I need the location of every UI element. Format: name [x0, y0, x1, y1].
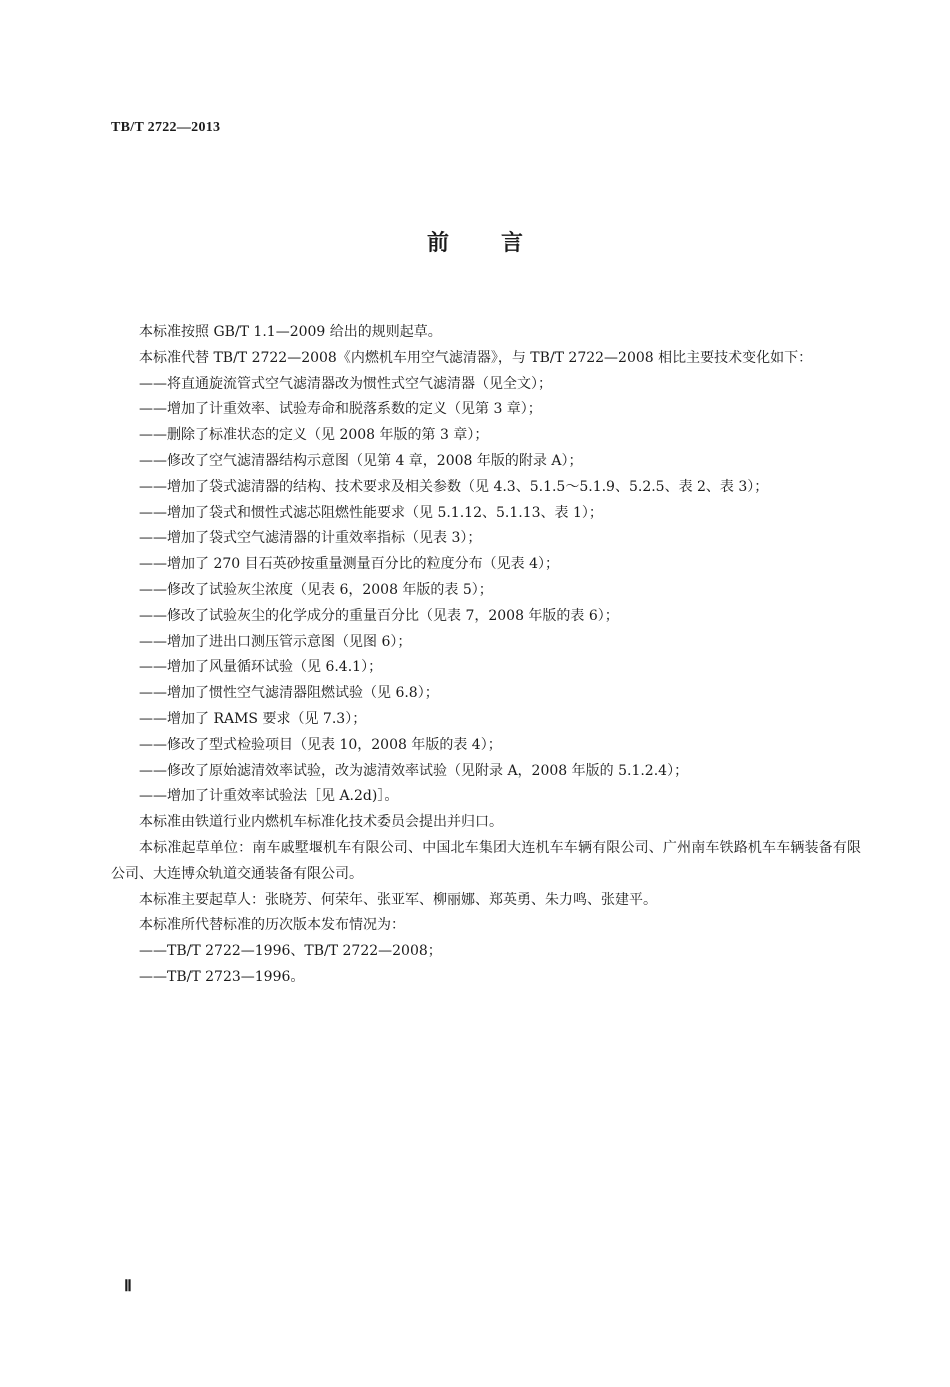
- list-item: ——修改了型式检验项目（见表 10，2008 年版的表 4）；: [139, 736, 502, 753]
- paragraph-history-intro: 本标准所代替标准的历次版本发布情况为：: [139, 917, 405, 934]
- changes-list: [111, 372, 861, 811]
- list-item: ——TB/T 2723—1996。: [139, 968, 305, 985]
- list-item: ——增加了风量循环试验（见 6.4.1）；: [139, 659, 383, 676]
- paragraph-drafting-rules: 本标准按照 GB/T 1.1—2009 给出的规则起草。: [139, 324, 442, 340]
- standard-code: TB/T 2722—2013: [111, 120, 221, 135]
- list-item: ——将直通旋流管式空气滤清器改为惯性式空气滤清器（见全文）；: [139, 375, 552, 392]
- list-item: ——增加了袋式滤清器的结构、技术要求及相关参数（见 4.3、5.1.5～5.1.9、5.2.5、表 2、表 3）；: [139, 478, 769, 495]
- list-item: ——增加了计重效率、试验寿命和脱落系数的定义（见第 3 章）；: [139, 401, 542, 418]
- history-list: [111, 939, 861, 991]
- list-item: ——修改了试验灰尘浓度（见表 6，2008 年版的表 5）；: [139, 581, 493, 598]
- list-item: ——增加了进出口测压管示意图（见图 6）；: [139, 633, 412, 650]
- list-item: ——增加了袋式空气滤清器的计重效率指标（见表 3）；: [139, 530, 482, 547]
- paragraph-replacement: 本标准代替 TB/T 2722—2008《内燃机车用空气滤清器》，与 TB/T 2722—2008 相比主要技术变化如下：: [139, 349, 813, 366]
- list-item: ——修改了原始滤清效率试验，改为滤清效率试验（见附录 A，2008 年版的 5.1.2.4）；: [139, 762, 689, 779]
- list-item: ——增加了袋式和惯性式滤芯阻燃性能要求（见 5.1.12、5.1.13、表 1）；: [139, 504, 603, 521]
- list-item: ——修改了空气滤清器结构示意图（见第 4 章，2008 年版的附录 A）；: [139, 452, 583, 469]
- list-item: ——增加了 270 目石英砂按重量测量百分比的粒度分布（见表 4）；: [139, 556, 559, 573]
- list-item: ——删除了标准状态的定义（见 2008 年版的第 3 章）；: [139, 427, 489, 444]
- title-part-1: 前: [426, 231, 449, 256]
- paragraph-drafters: 本标准主要起草人：张晓芳、何荣年、张亚军、柳丽娜、郑英勇、朱力鸣、张建平。: [139, 891, 657, 908]
- paragraph-drafting-units: 本标准起草单位：南车戚墅堰机车有限公司、中国北车集团大连机车车辆有限公司、广州南车铁路机车车辆装备有限公司、大连博众轨道交通装备有限公司。: [111, 839, 861, 882]
- list-item: ——增加了惯性空气滤清器阻燃试验（见 6.8）；: [139, 685, 439, 702]
- list-item: ——TB/T 2722—1996、TB/T 2722—2008；: [139, 943, 442, 960]
- list-item: ——增加了 RAMS 要求（见 7.3）；: [139, 710, 367, 727]
- list-item: ——增加了计重效率试验法［见 A.2d)］。: [139, 788, 399, 805]
- page-number: Ⅱ: [124, 1278, 132, 1295]
- page-title: [0, 226, 950, 257]
- foreword-body: [111, 320, 861, 991]
- list-item: ——修改了试验灰尘的化学成分的重量百分比（见表 7，2008 年版的表 6）；: [139, 607, 619, 624]
- title-part-2: 言: [501, 231, 524, 256]
- paragraph-proposer: 本标准由铁道行业内燃机车标准化技术委员会提出并归口。: [139, 814, 503, 831]
